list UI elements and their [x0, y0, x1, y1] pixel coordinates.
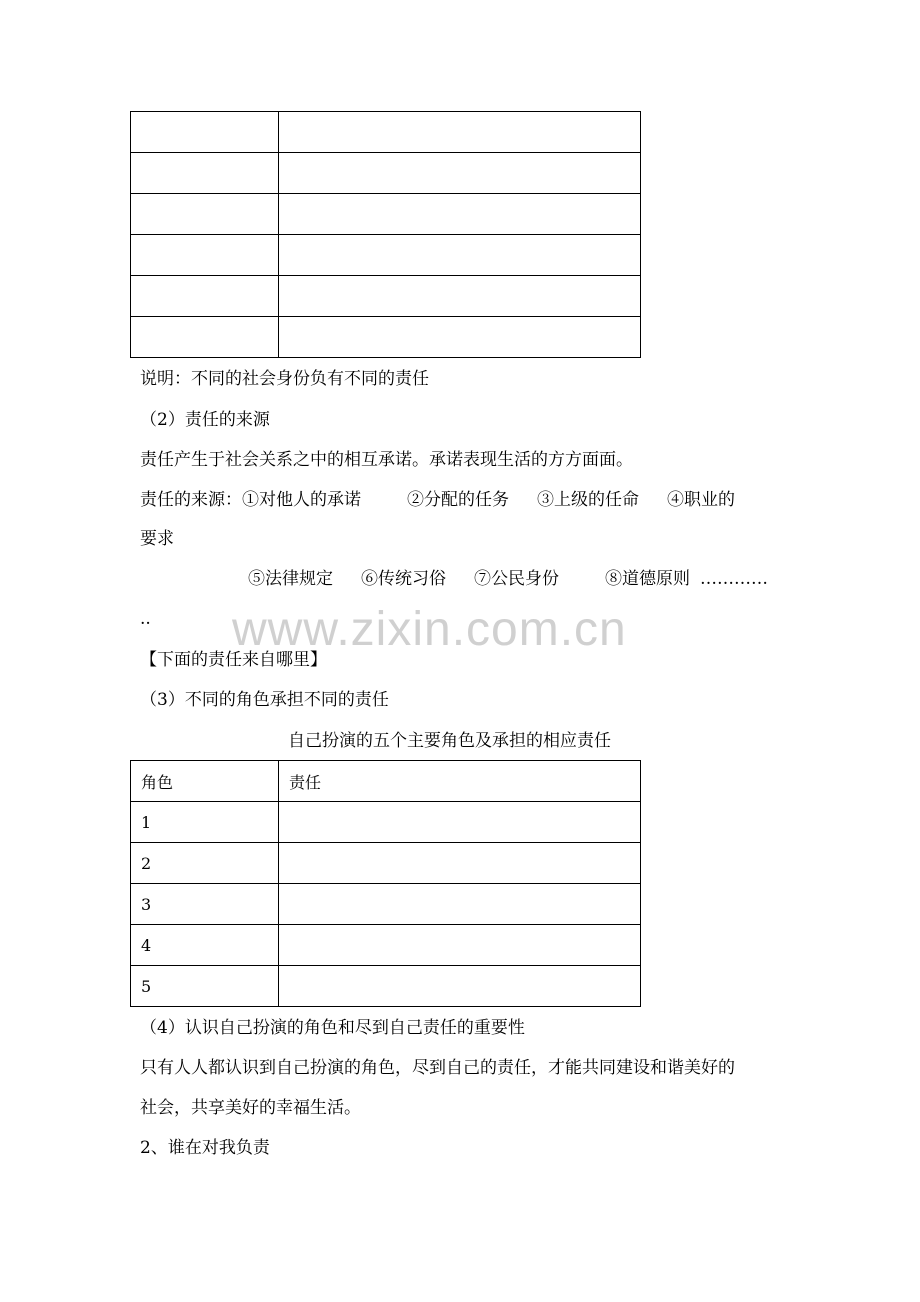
sources-label: 责任的来源： — [140, 490, 242, 510]
header-cell-role: 角色 — [131, 761, 279, 802]
table-row — [131, 884, 641, 925]
table-cell — [131, 112, 279, 153]
table-cell — [279, 966, 641, 1007]
table-cell: 2 — [131, 843, 279, 884]
source-item-4: ④职业的 — [667, 490, 735, 510]
heading-responsibility-source: （2）责任的来源 — [140, 410, 270, 430]
table-row — [131, 194, 641, 235]
table-cell — [131, 194, 279, 235]
source-item-8: ⑧道德原则 — [605, 569, 690, 589]
roles-table — [130, 760, 641, 1007]
table-cell — [279, 276, 641, 317]
table-cell — [279, 925, 641, 966]
question-heading: 【下面的责任来自哪里】 — [140, 650, 327, 670]
table-row — [131, 925, 641, 966]
source-item-7: ⑦公民身份 — [474, 569, 559, 589]
blank-table — [130, 111, 641, 358]
table-cell — [279, 884, 641, 925]
header-cell-responsibility: 责任 — [279, 761, 641, 802]
table-row — [131, 153, 641, 194]
source-item-6: ⑥传统习俗 — [361, 569, 446, 589]
source-item-3: ③上级的任命 — [537, 490, 639, 510]
table-cell — [131, 317, 279, 358]
table-cell — [279, 235, 641, 276]
table-cell — [279, 317, 641, 358]
watermark: www.zixin.com.cn — [232, 603, 627, 656]
table-row — [131, 966, 641, 1007]
table-row — [131, 317, 641, 358]
table-caption: 自己扮演的五个主要角色及承担的相应责任 — [288, 731, 611, 751]
table-cell — [279, 112, 641, 153]
table-row — [131, 235, 641, 276]
table-row — [131, 276, 641, 317]
table-row — [131, 112, 641, 153]
paragraph-importance-line-2: 社会，共享美好的幸福生活。 — [140, 1098, 361, 1118]
sources-list-line-3 — [248, 567, 768, 591]
table-cell: 4 — [131, 925, 279, 966]
table-cell — [279, 802, 641, 843]
table-note: 说明：不同的社会身份负有不同的责任 — [140, 369, 429, 389]
table-header-row — [131, 761, 641, 802]
table-cell — [279, 153, 641, 194]
table-cell: 1 — [131, 802, 279, 843]
paragraph-source: 责任产生于社会关系之中的相互承诺。承诺表现生活的方方面面。 — [140, 450, 633, 470]
source-item-5: ⑤法律规定 — [248, 569, 333, 589]
sources-list-line-2: 要求 — [140, 529, 174, 549]
table-row — [131, 843, 641, 884]
source-item-1: ①对他人的承诺 — [242, 490, 361, 510]
sources-list-line-1 — [140, 488, 735, 512]
table-cell — [131, 276, 279, 317]
table-row — [131, 802, 641, 843]
section-heading-who-is-responsible: 2、谁在对我负责 — [140, 1138, 270, 1158]
heading-importance: （4）认识自己扮演的角色和尽到自己责任的重要性 — [140, 1018, 525, 1038]
ellipsis-continuation: .. — [140, 609, 151, 629]
table-cell — [279, 843, 641, 884]
table-cell — [279, 194, 641, 235]
table-cell: 5 — [131, 966, 279, 1007]
table-cell — [131, 235, 279, 276]
paragraph-importance-line-1: 只有人人都认识到自己扮演的角色，尽到自己的责任，才能共同建设和谐美好的 — [140, 1058, 735, 1078]
heading-roles: （3）不同的角色承担不同的责任 — [140, 690, 389, 710]
ellipsis: ………… — [700, 569, 768, 589]
source-item-2: ②分配的任务 — [407, 490, 509, 510]
table-cell: 3 — [131, 884, 279, 925]
table-cell — [131, 153, 279, 194]
